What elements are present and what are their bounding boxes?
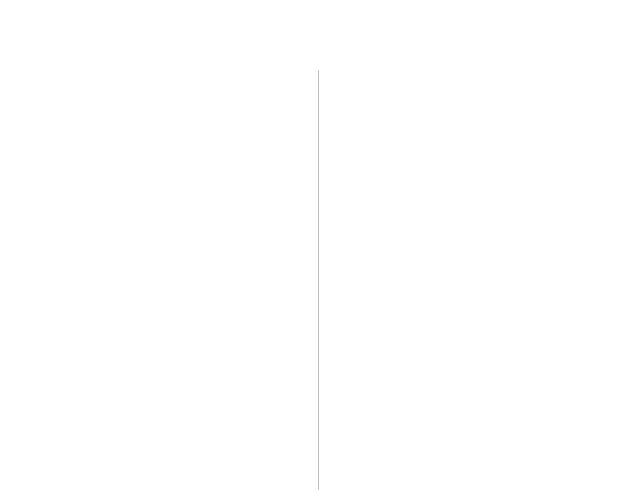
headline — [8, 4, 634, 60]
article-column-right — [326, 68, 632, 492]
article-column-left — [8, 68, 314, 492]
column-divider — [318, 70, 319, 490]
